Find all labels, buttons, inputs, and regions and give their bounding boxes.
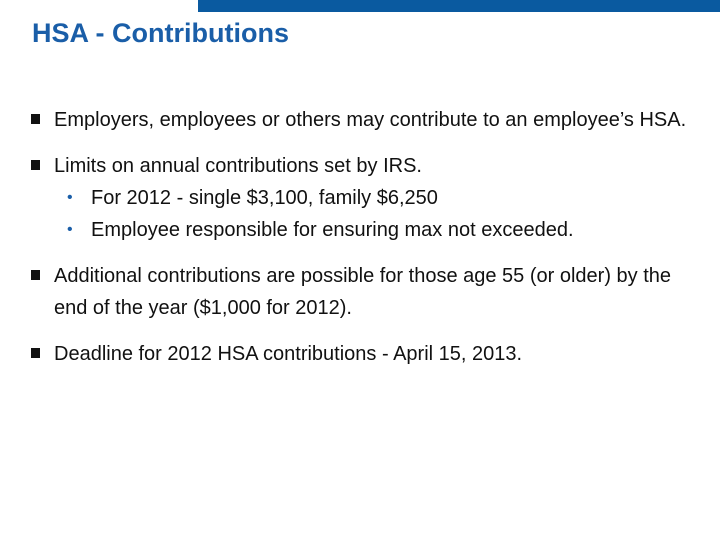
sub-bullet-text: For 2012 - single $3,100, family $6,250 bbox=[91, 187, 438, 209]
bullet-text: Limits on annual contributions set by IRS. bbox=[54, 155, 422, 177]
sub-bullet-text: Employee responsible for ensuring max not exceeded. bbox=[91, 219, 574, 241]
bullet-text: Deadline for 2012 HSA contributions - April 15, 2013. bbox=[54, 343, 523, 365]
header-accent-bar bbox=[198, 0, 720, 12]
bullet-text: Additional contributions are possible for those age 55 (or older) by the end of the year ($1,000 for 2012). bbox=[54, 265, 672, 319]
square-bullet-icon bbox=[31, 160, 40, 170]
sub-bullet-item bbox=[54, 214, 704, 246]
square-bullet-icon bbox=[31, 270, 40, 280]
bullet-item bbox=[24, 104, 704, 136]
bullet-text: Employers, employees or others may contribute to an employee’s HSA. bbox=[54, 109, 687, 131]
bullet-item bbox=[24, 150, 704, 246]
slide-title: HSA - Contributions bbox=[32, 18, 289, 48]
round-bullet-icon: • bbox=[67, 189, 73, 206]
square-bullet-icon bbox=[31, 348, 40, 358]
bullet-item bbox=[24, 338, 704, 370]
bullet-item bbox=[24, 260, 704, 324]
round-bullet-icon: • bbox=[67, 221, 73, 238]
sub-bullet-list bbox=[54, 182, 704, 246]
square-bullet-icon bbox=[31, 114, 40, 124]
bullet-list bbox=[24, 104, 704, 370]
sub-bullet-item bbox=[54, 182, 704, 214]
